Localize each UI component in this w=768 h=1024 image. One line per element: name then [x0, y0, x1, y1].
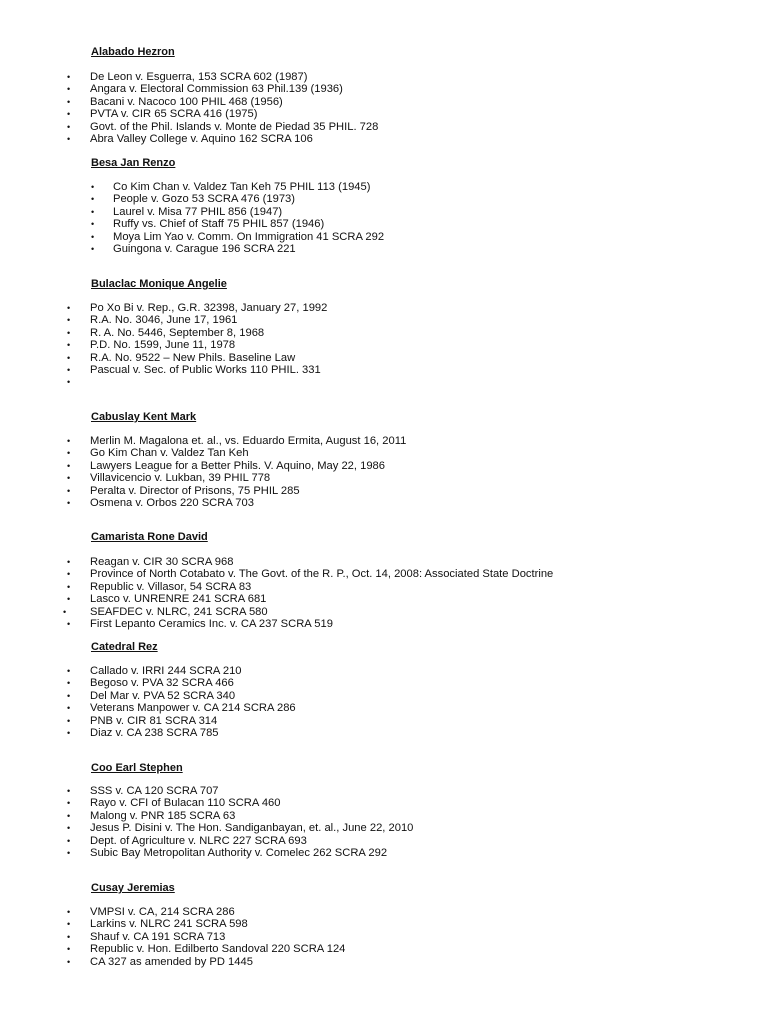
case-citation: Angara v. Electoral Commission 63 Phil.139 (1936): [90, 83, 343, 96]
bullet-icon: •: [67, 581, 71, 592]
bullet-icon: •: [67, 569, 71, 580]
case-citation: Republic v. Hon. Edilberto Sandoval 220 SCRA 124: [90, 943, 346, 956]
case-citation: Go Kim Chan v. Valdez Tan Keh: [90, 447, 249, 460]
bullet-icon: •: [67, 72, 71, 82]
bullet-icon: •: [91, 194, 95, 205]
bullet-icon: •: [67, 133, 71, 144]
case-citation: Del Mar v. PVA 52 SCRA 340: [90, 689, 236, 702]
bullet-icon: •: [67, 810, 71, 821]
case-citation: Pascual v. Sec. of Public Works 110 PHIL. 331: [90, 363, 321, 376]
case-citation: R. A. No. 5446, September 8, 1968: [90, 326, 265, 339]
bullet-icon: •: [67, 352, 71, 363]
case-citation: R.A. No. 3046, June 17, 1961: [90, 314, 238, 327]
bullet-icon: •: [91, 206, 95, 217]
case-citation: Republic v. Villasor, 54 SCRA 83: [90, 580, 252, 593]
bullet-icon: •: [67, 931, 71, 942]
bullet-icon: •: [67, 121, 71, 132]
case-citation: PVTA v. CIR 65 SCRA 416 (1975): [90, 108, 258, 121]
bullet-icon: •: [67, 109, 71, 120]
bullet-icon: •: [67, 715, 71, 726]
case-citation: Larkins v. NLRC 241 SCRA 598: [90, 918, 248, 931]
bullet-icon: •: [91, 243, 95, 254]
bullet-icon: •: [67, 315, 71, 326]
case-citation: Lasco v. UNRENRE 241 SCRA 681: [90, 593, 267, 606]
case-citation: PNB v. CIR 81 SCRA 314: [90, 714, 218, 727]
case-citation: Dept. of Agriculture v. NLRC 227 SCRA 693: [90, 834, 307, 847]
bullet-icon: •: [67, 377, 71, 388]
bullet-icon: •: [67, 473, 71, 484]
bullet-icon: •: [67, 448, 71, 459]
case-citation: Po Xo Bi v. Rep., G.R. 32398, January 27, 1992: [90, 302, 328, 314]
bullet-icon: •: [67, 956, 71, 967]
bullet-icon: •: [67, 678, 71, 689]
case-citation: Subic Bay Metropolitan Authority v. Comelec 262 SCRA 292: [90, 846, 388, 859]
bullet-icon: •: [67, 327, 71, 338]
section-heading: Cusay Jeremias: [91, 882, 175, 894]
bullet-icon: •: [67, 594, 71, 605]
bullet-icon: •: [67, 727, 71, 738]
bullet-icon: •: [67, 618, 71, 629]
bullet-icon: •: [67, 835, 71, 846]
bullet-icon: •: [67, 303, 71, 313]
bullet-icon: •: [91, 231, 95, 242]
bullet-icon: •: [67, 84, 71, 95]
section-heading: Camarista Rone David: [91, 531, 208, 543]
case-citation: CA 327 as amended by PD 1445: [90, 955, 253, 968]
bullet-icon: •: [67, 557, 71, 567]
bullet-icon: •: [67, 786, 71, 796]
case-citation: Osmena v. Orbos 220 SCRA 703: [90, 496, 254, 509]
bullet-icon: •: [67, 690, 71, 701]
case-citation: De Leon v. Esguerra, 153 SCRA 602 (1987): [90, 71, 308, 83]
bullet-icon: •: [67, 798, 71, 809]
case-citation: Govt. of the Phil. Islands v. Monte de Piedad 35 PHIL. 728: [90, 120, 379, 133]
case-citation: Diaz v. CA 238 SCRA 785: [90, 726, 219, 739]
case-citation: Ruffy vs. Chief of Staff 75 PHIL 857 (1946): [113, 218, 325, 231]
case-citation: Villavicencio v. Lukban, 39 PHIL 778: [90, 472, 271, 485]
bullet-icon: •: [67, 919, 71, 930]
case-citation: Peralta v. Director of Prisons, 75 PHIL 285: [90, 484, 300, 497]
case-citation: Shauf v. CA 191 SCRA 713: [90, 930, 226, 943]
bullet-icon: •: [67, 96, 71, 107]
bullet-icon: •: [67, 666, 71, 676]
case-citation: SEAFDEC v. NLRC, 241 SCRA 580: [90, 605, 268, 618]
case-citation: Merlin M. Magalona et. al., vs. Eduardo Ermita, August 16, 2011: [90, 435, 407, 447]
case-citation: Veterans Manpower v. CA 214 SCRA 286: [90, 702, 296, 715]
bullet-icon: •: [91, 219, 95, 230]
case-citation: P.D. No. 1599, June 11, 1978: [90, 339, 236, 352]
section-heading: Cabuslay Kent Mark: [91, 411, 197, 423]
section-heading: Bulaclac Monique Angelie: [91, 278, 227, 290]
bullet-icon: •: [67, 436, 71, 446]
case-citation: Callado v. IRRI 244 SCRA 210: [90, 665, 242, 677]
section-heading: Alabado Hezron: [91, 46, 175, 58]
case-citation: Begoso v. PVA 32 SCRA 466: [90, 677, 234, 690]
case-citation: SSS v. CA 120 SCRA 707: [90, 785, 219, 797]
bullet-icon: •: [67, 460, 71, 471]
case-citation: First Lepanto Ceramics Inc. v. CA 237 SCRA 519: [90, 617, 333, 630]
case-citation: Laurel v. Misa 77 PHIL 856 (1947): [113, 205, 283, 218]
bullet-icon: •: [67, 364, 71, 375]
case-citation: Malong v. PNR 185 SCRA 63: [90, 809, 236, 822]
bullet-icon: •: [67, 823, 71, 834]
bullet-icon: •: [67, 847, 71, 858]
case-citation: People v. Gozo 53 SCRA 476 (1973): [113, 193, 296, 206]
case-citation: VMPSI v. CA, 214 SCRA 286: [90, 906, 235, 918]
section-heading: Catedral Rez: [91, 641, 158, 653]
bullet-icon: •: [67, 497, 71, 508]
case-citation: Jesus P. Disini v. The Hon. Sandiganbayan, et. al., June 22, 2010: [90, 822, 414, 835]
case-citation: Lawyers League for a Better Phils. V. Aquino, May 22, 1986: [90, 459, 385, 472]
case-citation: R.A. No. 9522 – New Phils. Baseline Law: [90, 351, 296, 364]
case-citation: Co Kim Chan v. Valdez Tan Keh 75 PHIL 113 (1945): [113, 181, 371, 193]
bullet-icon: •: [67, 340, 71, 351]
bullet-icon: •: [67, 703, 71, 714]
case-citation: Guingona v. Carague 196 SCRA 221: [113, 242, 296, 255]
case-citation: Abra Valley College v. Aquino 162 SCRA 106: [90, 132, 313, 145]
case-citation: Province of North Cotabato v. The Govt. of the R. P., Oct. 14, 2008: Associated State Doctrine: [90, 568, 554, 581]
bullet-icon: •: [67, 944, 71, 955]
section-heading: Besa Jan Renzo: [91, 157, 176, 169]
bullet-icon: •: [67, 485, 71, 496]
case-citation: Reagan v. CIR 30 SCRA 968: [90, 556, 234, 568]
section-heading: Coo Earl Stephen: [91, 762, 183, 774]
bullet-icon: •: [67, 907, 71, 917]
case-citation: Rayo v. CFI of Bulacan 110 SCRA 460: [90, 797, 281, 810]
bullet-icon: •: [63, 606, 67, 617]
case-citation: Moya Lim Yao v. Comm. On Immigration 41 SCRA 292: [113, 230, 385, 243]
case-citation: Bacani v. Nacoco 100 PHIL 468 (1956): [90, 95, 283, 108]
bullet-icon: •: [91, 182, 95, 192]
